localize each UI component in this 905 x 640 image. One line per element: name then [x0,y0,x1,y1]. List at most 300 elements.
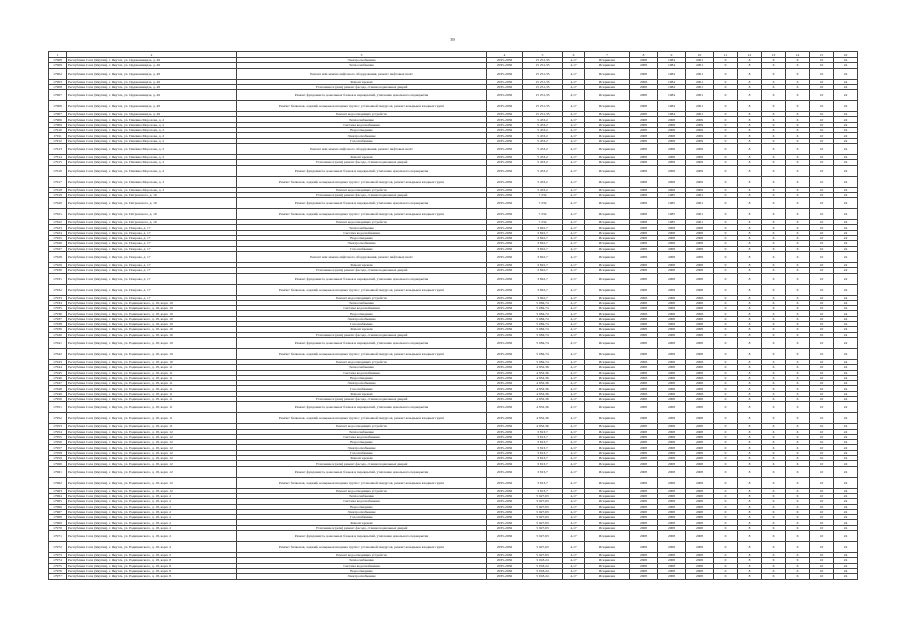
cell-period: 2035-2036 [487,445,523,450]
cell-condition: Искривлен [585,268,630,273]
cell-year-c: 2009 [686,160,714,165]
cell-rate: 4,17 [563,520,585,525]
cell-v16: 24 [834,262,858,267]
cell-v13: 6 [762,300,786,305]
cell-v12: 8 [738,176,762,187]
cell-year-a: 2008 [630,262,658,267]
cell-v13: 6 [762,117,786,122]
cell-area: 3 813,7 [523,429,563,434]
cell-v13: 6 [762,542,786,553]
cell-year-b: 2008 [658,295,686,300]
cell-condition: Искривлен [585,466,630,477]
cell-work-type: Утепление и (или) ремонт фасада, ставни подвальных дверей [237,461,487,466]
cell-year-c: 2008 [686,531,714,542]
cell-work-type: Ремонт балконов, лоджий, козырьков входных групп с установкой пандусов, ремонт козырьков входных групп [237,348,487,359]
cell-v15: 10 [810,509,834,514]
cell-work-type: Утепление и (или) ремонт фасада, ставни подвальных дверей [237,160,487,165]
cell-year-b: 2008 [658,154,686,159]
cell-rate: 4,17 [563,413,585,424]
cell-year-b: 2008 [658,574,686,579]
cell-v13: 6 [762,348,786,359]
cell-id: 17917 [49,176,67,187]
cell-v15: 10 [810,563,834,568]
cell-work-type: Газоснабжение [237,138,487,143]
cell-year-a: 2008 [630,568,658,573]
cell-id: 17908 [49,101,67,112]
cell-v14: 6 [786,440,810,445]
cell-v12: 8 [738,101,762,112]
cell-condition: Искривлен [585,461,630,466]
cell-id: 17907 [49,90,67,101]
cell-year-b: 2008 [658,429,686,434]
cell-v11: 0 [714,568,738,573]
cell-condition: Искривлен [585,295,630,300]
cell-rate: 4,17 [563,154,585,159]
cell-rate: 4,17 [563,375,585,380]
cell-v13: 6 [762,461,786,466]
cell-period: 2035-2036 [487,568,523,573]
cell-rate: 4,17 [563,176,585,187]
cell-v11: 0 [714,509,738,514]
table-row [49,477,858,488]
cell-v13: 6 [762,450,786,455]
cell-work-type: Электроснабжение [237,133,487,138]
cell-v11: 0 [714,520,738,525]
cell-year-a: 2008 [630,322,658,327]
cell-id: 17933 [49,295,67,300]
cell-year-c: 2008 [686,332,714,337]
cell-v13: 6 [762,176,786,187]
cell-condition: Искривлен [585,375,630,380]
cell-work-type: Газоснабжение [237,515,487,520]
cell-condition: Искривлен [585,477,630,488]
cell-v16: 24 [834,117,858,122]
cell-v16: 24 [834,176,858,187]
cell-v16: 24 [834,477,858,488]
cell-period: 2035-2036 [487,456,523,461]
cell-v12: 8 [738,236,762,241]
cell-id: 17936 [49,311,67,316]
cell-v15: 10 [810,236,834,241]
cell-v11: 0 [714,79,738,84]
cell-v12: 8 [738,311,762,316]
cell-year-b: 1984 [658,90,686,101]
cell-v14: 6 [786,456,810,461]
cell-v14: 6 [786,133,810,138]
cell-work-type: Газоснабжение [237,450,487,455]
cell-area: 5 927,63 [523,509,563,514]
header-cell: 5 [523,52,563,58]
cell-year-c: 2008 [686,262,714,267]
cell-v13: 6 [762,316,786,321]
cell-v11: 0 [714,413,738,424]
cell-year-c: 2008 [686,251,714,262]
cell-id: 17974 [49,558,67,563]
cell-year-c: 2008 [686,429,714,434]
cell-period: 2035-2036 [487,241,523,246]
cell-address: Республика Саха (Якутия), г. Якутск, ул. Радищевского, д. 18, корп. 11 [67,381,237,386]
cell-condition: Искривлен [585,402,630,413]
cell-year-b: 2008 [658,440,686,445]
cell-v15: 10 [810,68,834,79]
cell-v15: 10 [810,332,834,337]
cell-v16: 24 [834,209,858,220]
cell-year-a: 2008 [630,391,658,396]
cell-rate: 4,17 [563,262,585,267]
cell-period: 2035-2036 [487,68,523,79]
cell-period: 2035-2036 [487,488,523,493]
cell-condition: Искривлен [585,563,630,568]
cell-v13: 6 [762,558,786,563]
cell-v12: 8 [738,133,762,138]
cell-v14: 6 [786,337,810,348]
cell-v15: 10 [810,143,834,154]
cell-area: 5 084,74 [523,327,563,332]
cell-work-type: Ремонт фундамента, цокольных блоков и перекрытий, утепление цокольного перекрытия [237,273,487,284]
cell-v12: 8 [738,386,762,391]
cell-v14: 6 [786,122,810,127]
cell-v11: 0 [714,563,738,568]
cell-v12: 8 [738,187,762,192]
cell-period: 2035-2036 [487,337,523,348]
cell-year-b: 2008 [658,370,686,375]
cell-v15: 10 [810,553,834,558]
cell-year-a: 2008 [630,450,658,455]
cell-year-c: 2008 [686,396,714,401]
cell-area: 15 251,35 [523,84,563,89]
cell-year-a: 2008 [630,128,658,133]
cell-v15: 10 [810,90,834,101]
cell-id: 17932 [49,284,67,295]
cell-v13: 6 [762,525,786,530]
cell-v16: 24 [834,160,858,165]
cell-year-c: 2009 [686,128,714,133]
cell-v11: 0 [714,332,738,337]
cell-year-c: 2001 [686,192,714,197]
cell-period: 2035-2036 [487,520,523,525]
cell-period: 2035-2036 [487,348,523,359]
cell-period: 2035-2036 [487,574,523,579]
cell-rate: 4,17 [563,58,585,63]
cell-area: 4 852,36 [523,402,563,413]
cell-year-a: 2008 [630,225,658,230]
cell-period: 2035-2036 [487,381,523,386]
cell-id: 17902 [49,68,67,79]
cell-rate: 4,17 [563,284,585,295]
table-row [49,90,858,101]
cell-v12: 8 [738,316,762,321]
cell-period: 2035-2036 [487,525,523,530]
cell-area: 5 084,74 [523,300,563,305]
cell-v11: 0 [714,553,738,558]
cell-period: 2035-2036 [487,515,523,520]
cell-id: 17956 [49,440,67,445]
cell-address: Республика Саха (Якутия), г. Якутск, ул. Радищевского, д. 18, корп. 8 [67,568,237,573]
cell-rate: 4,17 [563,117,585,122]
cell-address: Республика Саха (Якутия), г. Якутск, ул. Радищевского, д. 18, корп. 10 [67,327,237,332]
cell-year-a: 2008 [630,122,658,127]
cell-condition: Искривлен [585,542,630,553]
cell-condition: Искривлен [585,138,630,143]
cell-address: Республика Саха (Якутия), г. Якутск, ул. Радищевского, д. 18, корп. 11 [67,370,237,375]
cell-v16: 24 [834,246,858,251]
cell-period: 2035-2036 [487,225,523,230]
cell-area: 4 852,36 [523,365,563,370]
cell-year-b: 2008 [658,450,686,455]
cell-v16: 24 [834,440,858,445]
cell-v15: 10 [810,79,834,84]
cell-v12: 8 [738,63,762,68]
cell-v16: 24 [834,268,858,273]
cell-period: 2035-2036 [487,434,523,439]
cell-v11: 0 [714,165,738,176]
cell-address: Республика Саха (Якутия), г. Якутск, ул. Радищевского, д. 18, корп. 10 [67,300,237,305]
cell-condition: Искривлен [585,165,630,176]
cell-year-c: 2001 [686,220,714,225]
cell-work-type: Ремонт балконов, лоджий, козырьков входных групп с установкой пандусов, ремонт козырьков входных групп [237,477,487,488]
cell-v15: 10 [810,466,834,477]
cell-address: Республика Саха (Якутия), г. Якутск, ул. Радищевского, д. 18, корп. 11 [67,375,237,380]
cell-v11: 0 [714,84,738,89]
cell-v16: 24 [834,154,858,159]
cell-v13: 6 [762,327,786,332]
cell-v11: 0 [714,295,738,300]
cell-v16: 24 [834,531,858,542]
cell-v16: 24 [834,128,858,133]
cell-v12: 8 [738,225,762,230]
cell-v14: 6 [786,68,810,79]
cell-id: 17913 [49,143,67,154]
cell-period: 2035-2036 [487,165,523,176]
cell-year-b: 2008 [658,128,686,133]
cell-id: 17939 [49,327,67,332]
cell-v13: 6 [762,568,786,573]
cell-address: Республика Саха (Якутия), г. Якутск, ул. Радищевского, д. 18, корп. 2 [67,525,237,530]
cell-work-type: Электроснабжение [237,445,487,450]
cell-v11: 0 [714,531,738,542]
cell-rate: 4,17 [563,84,585,89]
cell-area: 4 852,36 [523,386,563,391]
cell-v12: 8 [738,499,762,504]
cell-area: 3 813,7 [523,461,563,466]
cell-v13: 6 [762,311,786,316]
cell-area: 5 453,2 [523,143,563,154]
cell-v13: 6 [762,381,786,386]
cell-v12: 8 [738,461,762,466]
cell-year-b: 2008 [658,493,686,498]
cell-period: 2035-2036 [487,391,523,396]
cell-v13: 6 [762,122,786,127]
cell-v16: 24 [834,327,858,332]
cell-work-type: Ремонт балконов, лоджий, козырьков входных групп с установкой пандусов, ремонт козырьков входных групп [237,542,487,553]
cell-v14: 6 [786,209,810,220]
cell-period: 2035-2036 [487,402,523,413]
cell-year-b: 2008 [658,160,686,165]
cell-v13: 6 [762,187,786,192]
header-cell: 2 [67,52,237,58]
cell-v11: 0 [714,499,738,504]
cell-id: 17976 [49,568,67,573]
cell-condition: Искривлен [585,246,630,251]
cell-year-b: 1984 [658,63,686,68]
cell-year-a: 2008 [630,117,658,122]
cell-v15: 10 [810,445,834,450]
cell-v12: 8 [738,520,762,525]
cell-address: Республика Саха (Якутия), г. Якутск, ул. Покрова, д. 17 [67,236,237,241]
cell-work-type: Ремонт фундамента, цокольных блоков и перекрытий, утепление цокольного перекрытия [237,90,487,101]
cell-year-c: 2008 [686,525,714,530]
cell-v16: 24 [834,79,858,84]
cell-v16: 24 [834,515,858,520]
cell-year-a: 2008 [630,337,658,348]
cell-year-a: 2008 [630,220,658,225]
cell-area: 3 822,7 [523,262,563,267]
cell-condition: Искривлен [585,273,630,284]
table-row [49,198,858,209]
table-row [49,165,858,176]
cell-v13: 6 [762,515,786,520]
cell-year-c: 2008 [686,241,714,246]
cell-work-type: Утепление и (или) ремонт фасада, ставни подвальных дверей [237,268,487,273]
cell-id: 17943 [49,359,67,364]
cell-address: Республика Саха (Якутия), г. Якутск, ул. Радищевского, д. 18, корп. 11 [67,365,237,370]
cell-v16: 24 [834,391,858,396]
cell-year-a: 2008 [630,246,658,251]
cell-year-b: 2008 [658,236,686,241]
cell-id: 17906 [49,117,67,122]
cell-area: 5 453,2 [523,133,563,138]
cell-year-a: 2008 [630,525,658,530]
cell-year-c: 2008 [686,445,714,450]
cell-condition: Искривлен [585,187,630,192]
cell-id: 17959 [49,456,67,461]
cell-v16: 24 [834,63,858,68]
cell-v12: 8 [738,440,762,445]
cell-v11: 0 [714,461,738,466]
cell-rate: 4,17 [563,337,585,348]
cell-address: Республика Саха (Якутия), г. Якутск, ул. Радищевского, д. 18, корп. 12 [67,461,237,466]
cell-condition: Искривлен [585,311,630,316]
cell-condition: Искривлен [585,241,630,246]
cell-v12: 8 [738,138,762,143]
cell-v12: 8 [738,477,762,488]
cell-v14: 6 [786,386,810,391]
cell-rate: 4,17 [563,488,585,493]
cell-v16: 24 [834,429,858,434]
cell-year-c: 2009 [686,176,714,187]
cell-condition: Искривлен [585,90,630,101]
cell-area: 5 018,24 [523,558,563,563]
cell-id: 17918 [49,187,67,192]
header-cell: 6 [563,52,585,58]
cell-v14: 6 [786,220,810,225]
cell-id: 17965 [49,499,67,504]
cell-address: Республика Саха (Якутия), г. Якутск, ул. Павлика Морозова, д. 2 [67,122,237,127]
cell-v11: 0 [714,337,738,348]
cell-year-c: 2008 [686,306,714,311]
header-cell: 4 [487,52,523,58]
cell-v11: 0 [714,241,738,246]
cell-year-c: 2008 [686,434,714,439]
cell-year-c: 2008 [686,515,714,520]
cell-id: 17968 [49,515,67,520]
cell-address: Республика Саха (Якутия), г. Якутск, ул. Покрова, д. 17 [67,262,237,267]
cell-v15: 10 [810,284,834,295]
cell-year-b: 2008 [658,122,686,127]
cell-address: Республика Саха (Якутия), г. Якутск, ул. Радищевского, д. 18, корп. 10 [67,311,237,316]
cell-period: 2035-2036 [487,327,523,332]
cell-year-b: 2008 [658,381,686,386]
cell-address: Республика Саха (Якутия), г. Якутск, ул. Радищевского, д. 18, корп. 2 [67,520,237,525]
cell-v15: 10 [810,133,834,138]
cell-v16: 24 [834,337,858,348]
cell-period: 2035-2036 [487,122,523,127]
cell-address: Республика Саха (Якутия), г. Якутск, ул. Радищевского, д. 18, корп. 11 [67,424,237,429]
cell-work-type: Ремонт кровли [237,262,487,267]
cell-v13: 6 [762,386,786,391]
cell-v14: 6 [786,176,810,187]
cell-year-a: 2008 [630,332,658,337]
cell-year-a: 2008 [630,429,658,434]
cell-area: 5 084,74 [523,322,563,327]
table-row [49,574,858,579]
cell-v14: 6 [786,381,810,386]
cell-v11: 0 [714,143,738,154]
cell-v16: 24 [834,396,858,401]
cell-year-c: 2001 [686,209,714,220]
cell-v11: 0 [714,251,738,262]
cell-condition: Искривлен [585,322,630,327]
cell-v16: 24 [834,241,858,246]
cell-v13: 6 [762,306,786,311]
cell-year-b: 2008 [658,273,686,284]
cell-v12: 8 [738,79,762,84]
cell-period: 2035-2036 [487,386,523,391]
cell-rate: 4,17 [563,273,585,284]
cell-v13: 6 [762,509,786,514]
cell-year-b: 2008 [658,316,686,321]
cell-year-c: 2008 [686,402,714,413]
header-cell: 13 [762,52,786,58]
cell-v12: 8 [738,246,762,251]
cell-condition: Искривлен [585,133,630,138]
cell-v13: 6 [762,477,786,488]
cell-area: 3 822,7 [523,251,563,262]
cell-year-c: 2008 [686,493,714,498]
cell-year-c: 2008 [686,413,714,424]
cell-id: 17925 [49,236,67,241]
cell-year-b: 2008 [658,327,686,332]
cell-year-a: 2008 [630,542,658,553]
cell-v13: 6 [762,396,786,401]
cell-v16: 24 [834,574,858,579]
cell-v16: 24 [834,365,858,370]
cell-v13: 6 [762,375,786,380]
cell-condition: Искривлен [585,316,630,321]
cell-v13: 6 [762,563,786,568]
cell-v16: 24 [834,450,858,455]
cell-v16: 24 [834,138,858,143]
cell-period: 2035-2036 [487,84,523,89]
cell-year-c: 2008 [686,456,714,461]
cell-area: 5 927,63 [523,520,563,525]
cell-year-c: 2009 [686,122,714,127]
cell-v12: 8 [738,251,762,262]
cell-year-b: 2008 [658,466,686,477]
cell-year-c: 2008 [686,488,714,493]
cell-v16: 24 [834,198,858,209]
cell-v15: 10 [810,413,834,424]
